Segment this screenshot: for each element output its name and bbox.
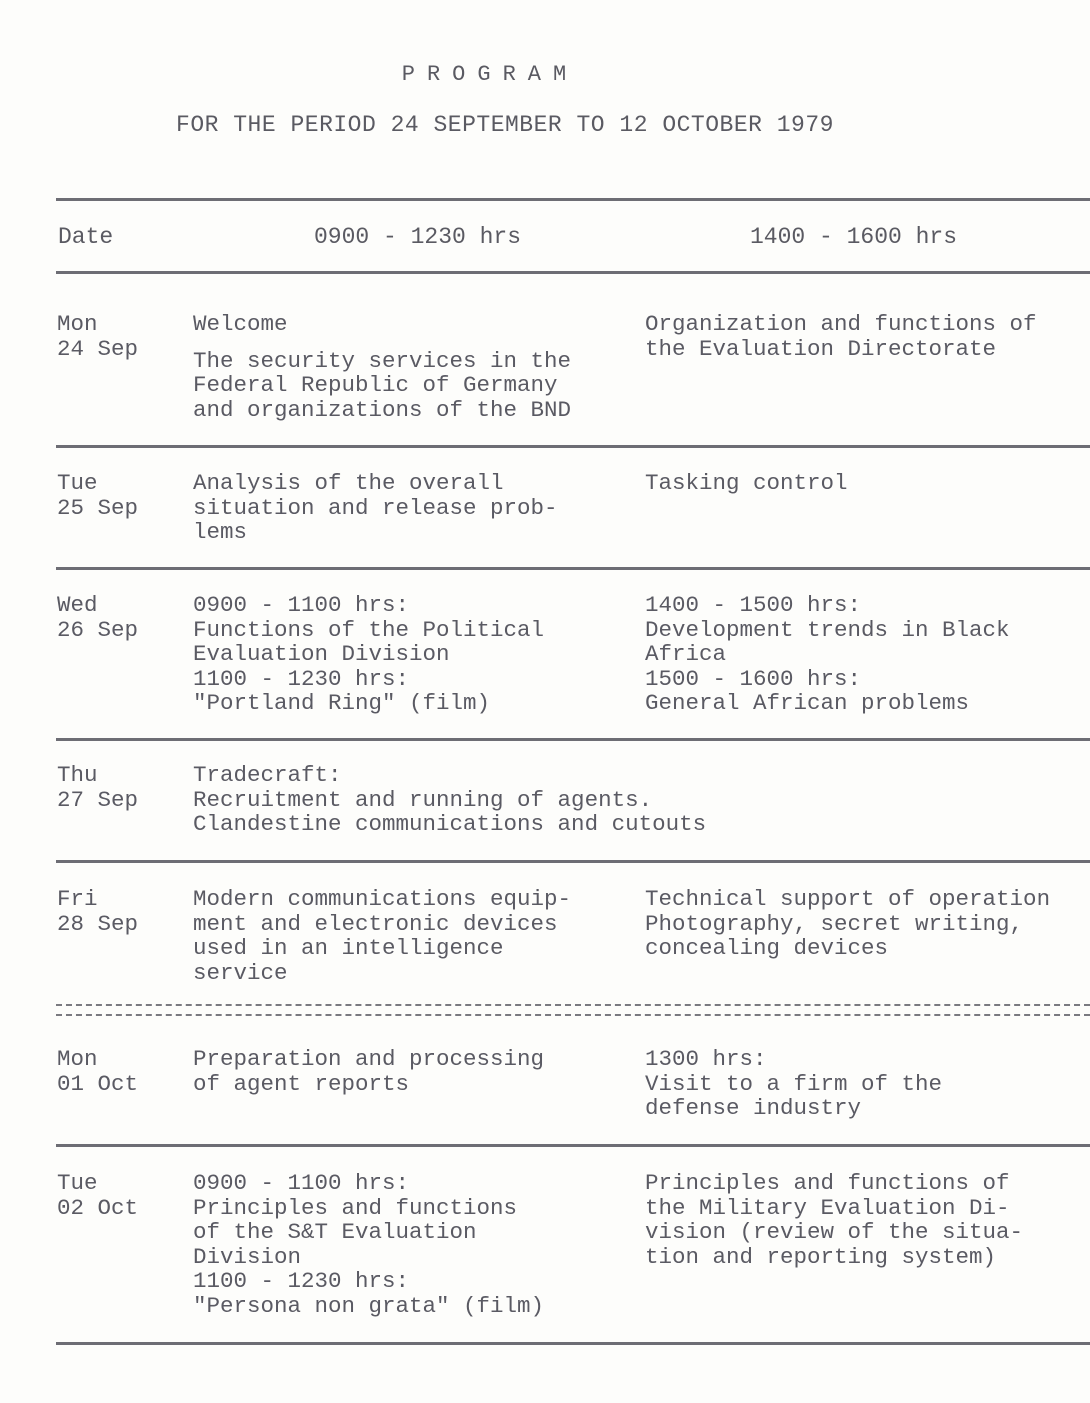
header-date: Date — [58, 224, 114, 250]
row-rule — [56, 738, 1090, 741]
row-morning — [193, 312, 571, 422]
cell-line: 1300 hrs: — [645, 1046, 767, 1072]
row-morning — [193, 763, 706, 837]
cell-line: 1500 - 1600 hrs: — [645, 665, 862, 692]
row-afternoon — [645, 1171, 1023, 1269]
document-title: PROGRAM — [401, 62, 579, 87]
cell-line: Welcome — [193, 311, 288, 337]
cell-line: 1100 - 1230 hrs: — [193, 665, 410, 692]
cell-line: General African problems — [645, 690, 970, 716]
cell-line: Photography, secret writing, — [645, 910, 1024, 937]
cell-line: Development trends in Black — [645, 616, 1010, 643]
row-date — [57, 763, 138, 812]
row-rule — [56, 1144, 1090, 1147]
row-rule — [56, 445, 1090, 448]
cell-line: the Military Evaluation Di- — [645, 1194, 1010, 1221]
cell-line: Division — [193, 1243, 302, 1270]
document-subtitle: FOR THE PERIOD 24 SEPTEMBER TO 12 OCTOBER 1979 — [176, 112, 834, 138]
week-separator-rule — [56, 1004, 1090, 1016]
row-afternoon — [645, 1047, 942, 1121]
row-date — [57, 887, 138, 936]
cell-line: concealing devices — [645, 935, 889, 961]
cell-line: 1400 - 1500 hrs: — [645, 592, 862, 618]
cell-line: ment and electronic devices — [193, 910, 558, 937]
cell-line: and organizations of the BND — [193, 396, 572, 423]
cell-line: Principles and functions of — [645, 1170, 1010, 1196]
cell-line: of agent reports — [193, 1070, 410, 1097]
cell-line: defense industry — [645, 1095, 862, 1121]
cell-line: Evaluation Division — [193, 641, 450, 667]
row-afternoon — [645, 471, 848, 496]
cell-line: situation and release prob- — [193, 494, 558, 521]
cell-line: service — [193, 959, 288, 986]
row-date — [57, 471, 138, 520]
cell-line: the Evaluation Directorate — [645, 335, 997, 362]
row-date — [57, 593, 138, 642]
row-day-date: 28 Sep — [57, 910, 139, 937]
row-morning — [193, 593, 544, 716]
row-day-date: 26 Sep — [57, 616, 139, 643]
cell-line: Visit to a firm of the — [645, 1070, 943, 1097]
cell-line: 1100 - 1230 hrs: — [193, 1268, 410, 1294]
cell-line: of the S&T Evaluation — [193, 1219, 477, 1245]
cell-line: Tradecraft: — [193, 762, 342, 788]
row-day-date: 27 Sep — [57, 786, 139, 813]
line-gap — [193, 337, 571, 349]
cell-line: Recruitment and running of agents. — [193, 786, 653, 813]
cell-line: vision (review of the situa- — [645, 1219, 1024, 1245]
table-top-rule — [56, 198, 1090, 201]
cell-line: tion and reporting system) — [645, 1243, 997, 1270]
cell-line: 0900 - 1100 hrs: — [193, 592, 410, 618]
row-morning — [193, 1047, 544, 1096]
cell-line: The security services in the — [193, 347, 572, 374]
row-day-date: 24 Sep — [57, 335, 139, 362]
cell-line: Functions of the Political — [193, 616, 545, 643]
row-date — [57, 312, 138, 361]
row-afternoon — [645, 312, 1037, 361]
cell-line: "Persona non grata" (film) — [193, 1292, 545, 1319]
row-rule — [56, 860, 1090, 863]
cell-line: Analysis of the overall — [193, 470, 504, 496]
row-day-date: 01 Oct — [57, 1070, 139, 1097]
row-day-date: 02 Oct — [57, 1194, 139, 1221]
row-date — [57, 1047, 138, 1096]
row-date — [57, 1171, 138, 1220]
cell-line: Clandestine communications and cutouts — [193, 811, 707, 837]
cell-line: used in an intelligence — [193, 935, 504, 961]
row-afternoon — [645, 593, 1010, 716]
cell-line: Africa — [645, 641, 727, 667]
cell-line: lems — [193, 519, 248, 545]
row-morning — [193, 887, 571, 985]
header-afternoon: 1400 - 1600 hrs — [750, 224, 958, 250]
row-day: Thu — [57, 762, 98, 788]
row-day: Fri — [57, 886, 98, 912]
row-day: Tue — [57, 470, 98, 496]
cell-line: Tasking control — [645, 470, 848, 496]
row-afternoon — [645, 887, 1050, 961]
row-day-date: 25 Sep — [57, 494, 139, 521]
row-rule — [56, 1342, 1090, 1345]
cell-line: "Portland Ring" (film) — [193, 690, 491, 716]
row-morning — [193, 471, 558, 545]
header-rule — [56, 271, 1090, 274]
row-day: Tue — [57, 1170, 98, 1196]
cell-line: Principles and functions — [193, 1194, 518, 1221]
header-morning: 0900 - 1230 hrs — [314, 224, 522, 250]
cell-line: Federal Republic of Germany — [193, 372, 558, 398]
cell-line: 0900 - 1100 hrs: — [193, 1170, 410, 1196]
cell-line: Organization and functions of — [645, 311, 1037, 337]
cell-line: Modern communications equip- — [193, 886, 572, 912]
row-day: Mon — [57, 311, 98, 337]
cell-line: Preparation and processing — [193, 1046, 545, 1072]
row-day: Mon — [57, 1046, 98, 1072]
row-morning — [193, 1171, 544, 1318]
row-rule — [56, 567, 1090, 570]
row-day: Wed — [57, 592, 98, 618]
cell-line: Technical support of operation — [645, 886, 1051, 912]
